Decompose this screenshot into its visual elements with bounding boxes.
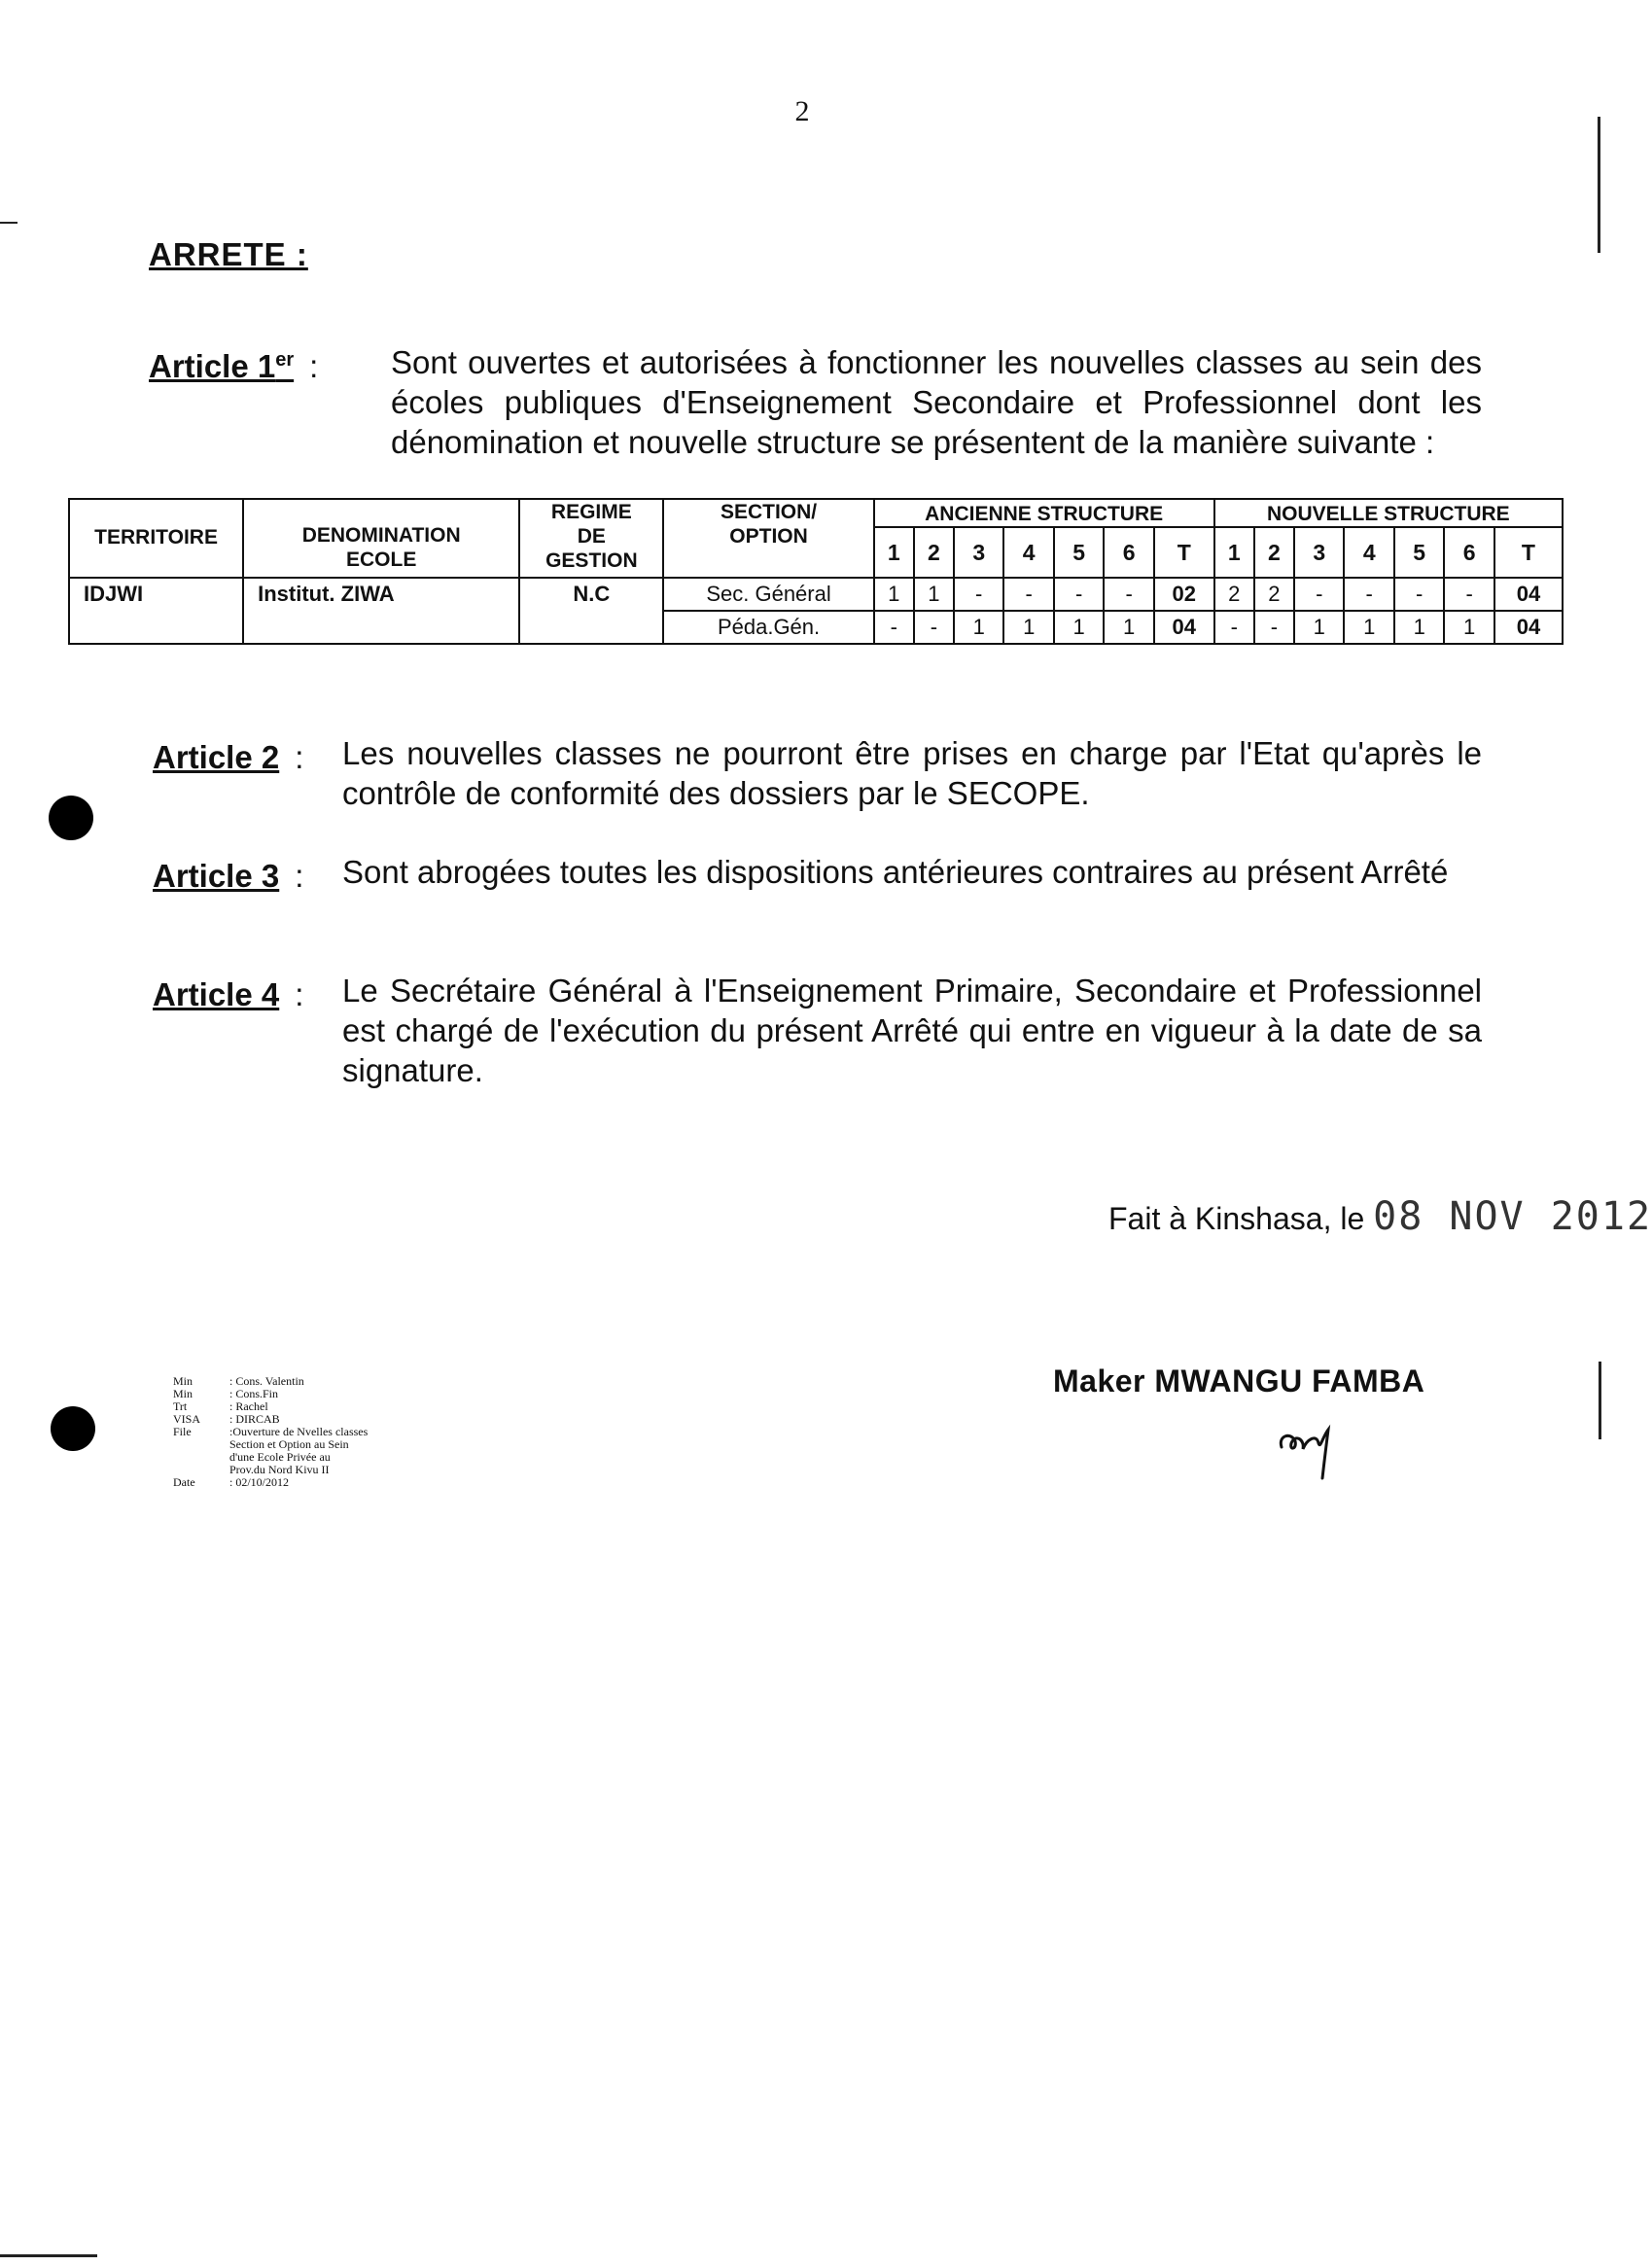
article-1-label — [149, 348, 318, 385]
footnote-key: Trt — [173, 1399, 188, 1413]
signatory-name: Maker MWANGU FAMBA — [1053, 1363, 1425, 1399]
cell-value: - — [1214, 611, 1254, 644]
header-denomination-l2: ECOLE — [346, 549, 417, 571]
table-row — [69, 578, 1563, 611]
punch-hole-mark — [51, 1406, 95, 1451]
footnote-key — [173, 1438, 229, 1451]
cell-total: 04 — [1494, 611, 1563, 644]
cell-value: - — [1444, 578, 1494, 611]
article-2-label-text: Article 2 — [153, 739, 280, 775]
footnote-key: Min — [173, 1374, 193, 1388]
col-ancienne-4: 4 — [1003, 527, 1053, 578]
footnote-key: Min — [173, 1387, 193, 1400]
place-date — [1108, 1194, 1652, 1239]
footnote-value: :Ouverture de Nvelles classes — [229, 1425, 369, 1438]
cell-value: 1 — [954, 611, 1003, 644]
col-ancienne-t: T — [1154, 527, 1214, 578]
header-regime-l2: DE — [577, 525, 606, 548]
cell-total: 04 — [1494, 578, 1563, 611]
footnote-value: : 02/10/2012 — [229, 1475, 290, 1489]
header-regime-l1: REGIME — [550, 501, 632, 523]
article-3-colon: : — [295, 858, 304, 894]
col-ancienne-6: 6 — [1104, 527, 1153, 578]
footnote-value: : DIRCAB — [229, 1412, 280, 1426]
cell-total: 02 — [1154, 578, 1214, 611]
cell-value: 1 — [1344, 611, 1393, 644]
article-4-line: est chargé de l'exécution du présent Arrêté qui entre en vigueur à la date de sa — [342, 1012, 1482, 1048]
article-3-label-text: Article 3 — [153, 858, 280, 894]
col-ancienne-2: 2 — [914, 527, 954, 578]
table-header-row — [69, 499, 1563, 527]
cell-value: - — [1054, 578, 1104, 611]
article-3-text — [342, 852, 1490, 892]
footnote-key: VISA — [173, 1412, 201, 1426]
place-text: Fait à Kinshasa, le — [1108, 1201, 1365, 1236]
footnote-value: d'une Ecole Privée au — [229, 1450, 331, 1464]
article-2-colon: : — [295, 739, 304, 775]
header-denomination-l1: DENOMINATION — [301, 524, 461, 547]
article-2-text — [342, 733, 1482, 813]
footnote-value: : Cons. Valentin — [229, 1374, 304, 1388]
article-1-colon: : — [309, 348, 319, 384]
footnote-value: : Rachel — [229, 1399, 268, 1413]
cell-section: Péda.Gén. — [663, 611, 873, 644]
cell-value: 1 — [1054, 611, 1104, 644]
punch-hole-mark — [49, 796, 93, 840]
cell-value: - — [874, 611, 914, 644]
header-regime — [519, 499, 663, 578]
footnote-key — [173, 1451, 229, 1464]
footnote-value: Section et Option au Sein — [229, 1437, 349, 1451]
cell-value: - — [954, 578, 1003, 611]
article-1-text — [391, 342, 1482, 462]
col-nouvelle-4: 4 — [1344, 527, 1393, 578]
article-2-label — [153, 739, 303, 776]
cell-value: - — [914, 611, 954, 644]
col-nouvelle-2: 2 — [1254, 527, 1294, 578]
article-4-label-text: Article 4 — [153, 976, 280, 1012]
cell-value: - — [1394, 578, 1444, 611]
cell-value: 1 — [1294, 611, 1344, 644]
cell-section: Sec. Général — [663, 578, 873, 611]
footnote-row — [173, 1476, 368, 1489]
article-4-line: Le Secrétaire Général à l'Enseignement Primaire, Secondaire et Professionnel — [342, 973, 1482, 1009]
article-4-line: signature. — [342, 1052, 483, 1088]
col-ancienne-5: 5 — [1054, 527, 1104, 578]
article-1-line: écoles publiques d'Enseignement Secondaire et Professionnel dont les — [391, 384, 1482, 420]
cell-value: - — [1254, 611, 1294, 644]
header-nouvelle-structure: NOUVELLE STRUCTURE — [1214, 499, 1563, 527]
col-nouvelle-t: T — [1494, 527, 1563, 578]
header-section — [663, 499, 873, 578]
scan-edge-line — [1599, 1362, 1601, 1439]
cell-value: - — [1344, 578, 1393, 611]
cell-territoire: IDJWI — [69, 578, 243, 644]
col-nouvelle-3: 3 — [1294, 527, 1344, 578]
cell-value: - — [1104, 578, 1153, 611]
cell-value: 2 — [1254, 578, 1294, 611]
scan-edge-line — [1598, 117, 1600, 253]
header-section-l1: SECTION/ — [720, 501, 818, 523]
article-1-label-text: Article 1 — [149, 348, 276, 384]
header-regime-l3: GESTION — [545, 549, 638, 572]
scan-edge-line — [0, 222, 18, 224]
cell-value: 1 — [1104, 611, 1153, 644]
footnote-key: Date — [173, 1475, 195, 1489]
arrete-heading: ARRETE : — [149, 236, 308, 272]
col-nouvelle-6: 6 — [1444, 527, 1494, 578]
header-section-l2: OPTION — [729, 525, 808, 548]
cell-value: 1 — [874, 578, 914, 611]
cell-total: 04 — [1154, 611, 1214, 644]
col-nouvelle-1: 1 — [1214, 527, 1254, 578]
footnote-row — [173, 1388, 368, 1400]
cell-value: - — [1003, 578, 1053, 611]
article-4-colon: : — [295, 976, 304, 1012]
date-stamp: 08 NOV 2012 — [1373, 1194, 1652, 1239]
routing-footnote — [173, 1375, 368, 1489]
page-number: 2 — [794, 95, 810, 127]
article-2-line: Les nouvelles classes ne pourront être prises en charge par l'Etat qu'après le — [342, 735, 1482, 771]
structure-table — [68, 498, 1564, 645]
article-1-line: Sont ouvertes et autorisées à fonctionner les nouvelles classes au sein des — [391, 344, 1482, 380]
cell-value: 1 — [1444, 611, 1494, 644]
header-territoire: TERRITOIRE — [69, 499, 243, 578]
cell-value: 1 — [1003, 611, 1053, 644]
scan-edge-line — [0, 2254, 97, 2257]
article-3-line: Sont abrogées toutes les dispositions antérieures contraires au présent Arrêté — [342, 854, 1449, 890]
article-2-line: contrôle de conformité des dossiers par le SECOPE. — [342, 775, 1090, 811]
cell-regime: N.C — [519, 578, 663, 644]
article-4-text — [342, 971, 1482, 1090]
article-1-line: dénomination et nouvelle structure se présentent de la manière suivante : — [391, 424, 1435, 460]
col-ancienne-3: 3 — [954, 527, 1003, 578]
header-denomination — [243, 499, 519, 578]
cell-ecole: Institut. ZIWA — [243, 578, 519, 644]
header-ancienne-structure: ANCIENNE STRUCTURE — [874, 499, 1214, 527]
footnote-value: Prov.du Nord Kivu II — [229, 1463, 330, 1476]
cell-value: 2 — [1214, 578, 1254, 611]
footnote-value: : Cons.Fin — [229, 1387, 279, 1400]
article-4-label — [153, 976, 303, 1013]
cell-value: 1 — [914, 578, 954, 611]
article-1-sup: er — [275, 349, 295, 371]
cell-value: - — [1294, 578, 1344, 611]
article-3-label — [153, 858, 303, 895]
col-ancienne-1: 1 — [874, 527, 914, 578]
footnote-key: File — [173, 1425, 192, 1438]
signature-mark — [1274, 1410, 1352, 1488]
col-nouvelle-5: 5 — [1394, 527, 1444, 578]
cell-value: 1 — [1394, 611, 1444, 644]
